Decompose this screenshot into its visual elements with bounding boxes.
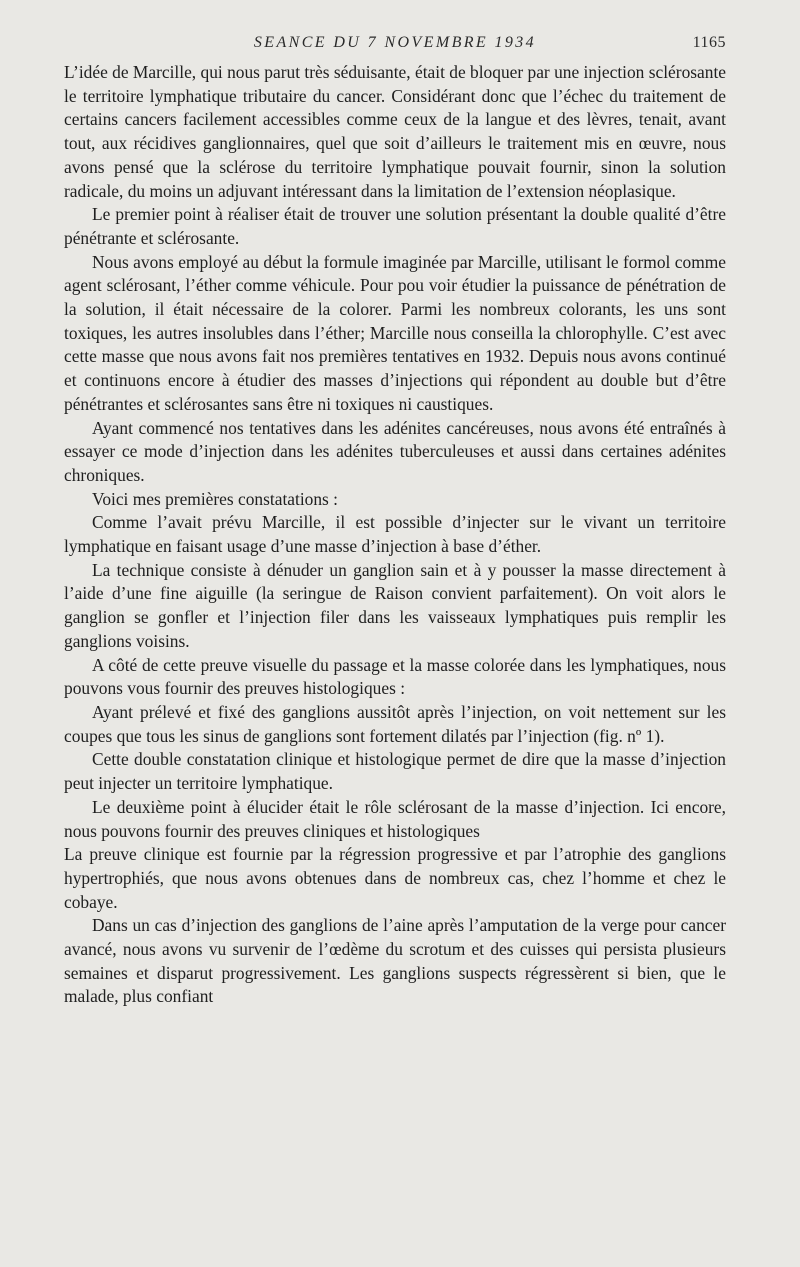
paragraph: La technique consiste à dénuder un ganglion sain et à y pousser la masse directement à l’aide d’une fine aiguille (la seringue de Raison convient parfaitement). On voit alors le ganglion se gonfler et l’injection filer dans les vaisseaux lymphatiques puis remplir les ganglions voisins. xyxy=(64,559,726,651)
paragraph: Nous avons employé au début la formule imaginée par Marcille, utilisant le formol comme agent sclérosant, l’éther comme véhicule. Pour pou voir étudier la puissance de pénétration de la solution, il était nécessaire de la colorer. Parmi les nombreux colorants, les uns sont toxiques, les autres insolubles dans l’éther; Marcille nous conseilla la chlorophylle. C’est avec cette masse que nous avons fait nos premières tentatives en 1932. Depuis nous avons continué et continuons encore à étudier des masses d’injections qui répondent au double but d’être pénétrantes et sclérosantes sans être ni toxiques ni caustiques. xyxy=(64,251,726,414)
running-head: SEANCE DU 7 NOVEMBRE 1934 xyxy=(253,34,537,51)
paragraph: Cette double constatation clinique et histologique permet de dire que la masse d’injection peut injecter un territoire lymphatique. xyxy=(64,749,726,794)
paragraph: Ayant prélevé et fixé des ganglions aussitôt après l’injection, on voit nettement sur les coupes que tous les sinus de ganglions sont fortement dilatés par l’injection (fig. nº 1). xyxy=(64,701,726,746)
paragraph: Le premier point à réaliser était de trouver une solution présentant la double qualité d’être pénétrante et sclérosante. xyxy=(64,204,726,248)
paragraph: Ayant commencé nos tentatives dans les adénites cancéreuses, nous avons été entraînés à essayer ce mode d’injection dans les adénites tuberculeuses et aussi dans certaines adénites chroniques. xyxy=(64,417,726,485)
paragraph: Dans un cas d’injection des ganglions de l’aine après l’amputation de la verge pour cancer avancé, nous avons vu survenir de l’œdème du scrotum et des cuisses qui persista plusieurs semaines et disparut progressivement. Les ganglions suspects régressèrent si bien, que le malade, plus confiant xyxy=(64,915,726,1007)
page-number: 1165 xyxy=(692,34,726,51)
page-header xyxy=(64,34,726,58)
paragraph: Le deuxième point à élucider était le rôle sclérosant de la masse d’injection. Ici encore, nous pouvons fournir des preuves cliniques et histologiques xyxy=(64,796,726,841)
body-text xyxy=(64,61,726,1009)
paragraph: Comme l’avait prévu Marcille, il est possible d’injecter sur le vivant un territoire lymphatique en faisant usage d’une masse d’injection à base d’éther. xyxy=(64,512,726,557)
paragraph: A côté de cette preuve visuelle du passage et la masse colorée dans les lymphatiques, nous pouvons vous fournir des preuves histologiques : xyxy=(64,654,726,699)
paragraph: L’idée de Marcille, qui nous parut très séduisante, était de bloquer par une injection sclérosante le territoire lymphatique tributaire du cancer. Considérant donc que l’échec du traitement de certains cancers facilement accessibles comme ceux de la langue et des lèvres, tenait, avant tout, aux récidives ganglionnaires, quel que soit d’ailleurs le traitement mis en œuvre, nous avons pensé que la sclérose du territoire lymphatique pouvait fournir, sinon la solution radicale, du moins un adjuvant intéressant dans la limitation de l’extension néoplasique. xyxy=(64,62,726,201)
paragraph: Voici mes premières constatations : xyxy=(92,488,338,509)
paragraph: La preuve clinique est fournie par la régression progressive et par l’atrophie des ganglions hypertrophiés, que nous avons obtenues dans de nombreux cas, chez l’homme et chez le cobaye. xyxy=(64,844,726,912)
